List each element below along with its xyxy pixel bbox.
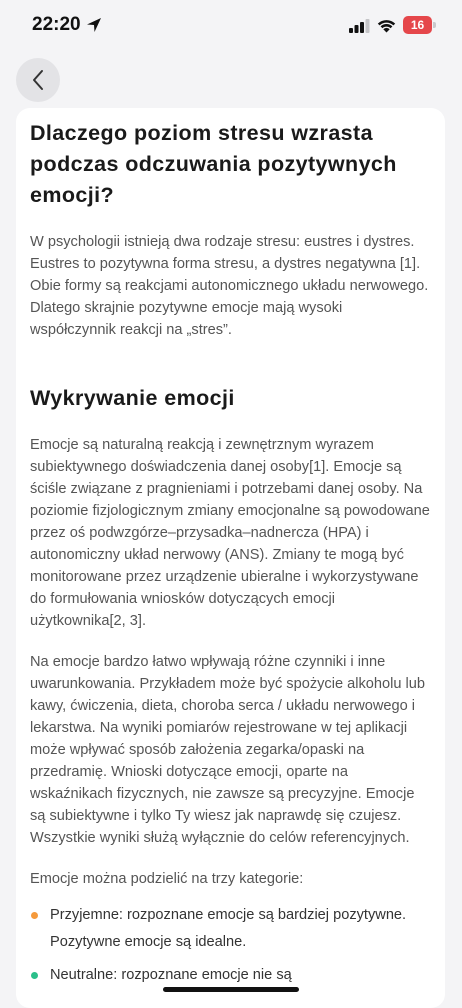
chevron-left-icon [31,69,45,91]
paragraph-1: Emocje są naturalną reakcją i zewnętrznym wyrazem subiektywnego doświadczenia danej osoby[1]. Emocje są ściśle związane z pragnieniami i potrzebami danej osoby. Na poziomie fizjologicznym zmiany emocjonalne są powodowane przez oś podwzgórze–przysadka–nadnercza (HPA) i autonomiczny układ nerwowy (ANS). Zmiany te mogą być monitorowane przez urządzenie ubieralne i wykorzystywane do formułowania wniosków dotyczących emocji użytkownika[2, 3]. [30,437,430,629]
cellular-signal-icon [349,19,370,33]
paragraph-3: Emocje można podzielić na trzy kategorie: [30,871,304,887]
battery-level: 16 [410,18,425,32]
list-item-text: Przyjemne: rozpoznane emocje są bardziej pozytywne. Pozytywne emocje są idealne. [50,907,407,950]
status-time: 22:20 [32,14,81,35]
battery-indicator [403,16,432,34]
list-item-text: Neutralne: rozpoznane emocje nie są [50,967,292,983]
battery-cap [433,22,436,28]
home-indicator [163,987,299,992]
back-button[interactable] [16,58,60,102]
wifi-icon [376,17,397,33]
location-arrow-icon [86,17,102,33]
paragraph-2: Na emocje bardzo łatwo wpływają różne czynniki i inne uwarunkowania. Przykładem może być spożycie alkoholu lub kawy, ćwiczenia, dieta, choroba serca / układu nerwowego i lekarstwa. Na wyniki pomiarów rejestrowane w tej aplikacji może wpływać sposób założenia zegarka/opaski na przedramię. Wnioski dotyczące emocji, oparte na wskaźnikach fizycznych, nie zawsze są precyzyjne. Emocje są subiektywne i tylko Ty wiesz jak naprawdę się czujesz. Wszystkie wyniki służą wyłącznie do celów referencyjnych. [30,654,426,846]
article-card [16,108,445,1008]
article-title: Dlaczego poziom stresu wzrasta podczas odczuwania pozytywnych emocji? [30,121,397,207]
intro-paragraph: W psychologii istnieją dwa rodzaje stresu: eustres i dystres. Eustres to pozytywna forma stresu, a dystres negatywna [1]. Obie formy są reakcjami autonomicznego układu nerwowego. Dlatego skrajnie pozytywne emocje mają wysoki współczynnik reakcji na „stres”. [30,234,429,338]
list-item [30,962,431,989]
bullet-dot [31,972,38,979]
bullet-dot [31,912,38,919]
category-list [30,902,431,989]
section-title: Wykrywanie emocji [30,386,235,410]
list-item [30,902,431,956]
status-bar [0,0,462,54]
